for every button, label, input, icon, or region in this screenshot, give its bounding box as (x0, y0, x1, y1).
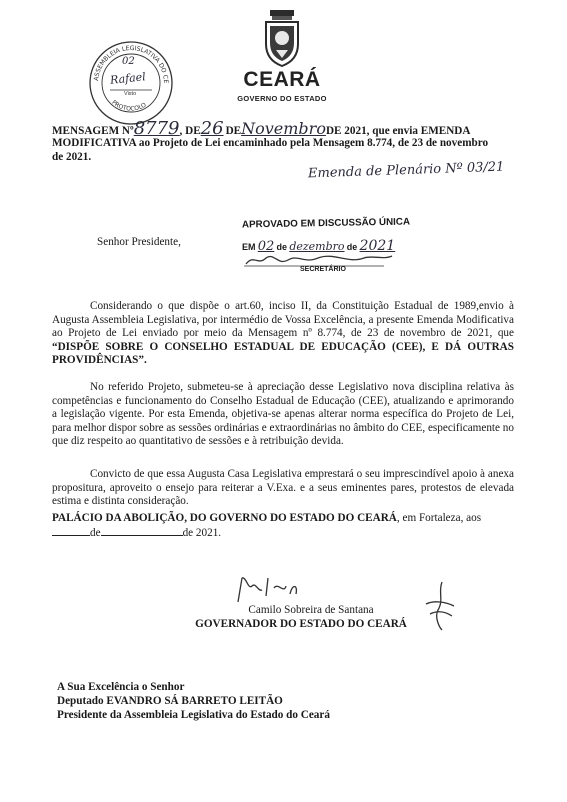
message-day: 26 (200, 118, 224, 139)
governor-name: Camilo Sobreira de Santana (248, 604, 374, 616)
message-line2: MODIFICATIVA ao Projeto de Lei encaminhado pela Mensagem 8.774, de 23 de novembro (52, 137, 489, 149)
salutation: Senhor Presidente, (97, 236, 181, 248)
stamp-visto-label: Visto (124, 91, 137, 97)
message-line3: de 2021. (52, 151, 92, 163)
palace-rest: , em Fortaleza, aos (396, 512, 482, 524)
approval-de2: de (346, 242, 358, 252)
approval-de1: de (276, 242, 288, 252)
protocol-stamp (88, 40, 174, 126)
initials-mark-icon (420, 580, 460, 632)
closing-line (52, 512, 522, 526)
stamp-number: 02 (122, 56, 135, 67)
closing-date-line (52, 527, 221, 539)
addressee-line3: Presidente da Assembleia Legislativa do Estado do Ceará (57, 709, 330, 721)
addressee-block (57, 680, 330, 722)
approval-month: dezembro (289, 240, 345, 253)
message-de-label-2: DE (225, 125, 242, 137)
closing-year: de 2021. (182, 527, 222, 539)
addressee-line2: Deputado EVANDRO SÁ BARRETO LEITÃO (57, 695, 283, 707)
paragraph-3: Convicto de que essa Augusta Casa Legislativa emprestará o seu imprescindível apoio à anexa propositura, aproveito o ensejo para reiterar a V.Exa. e a seus eminentes pares, protestos de elevada estima e distinta consideração. (52, 468, 514, 508)
state-name: CEARÁ (243, 68, 321, 91)
approval-stamp (242, 218, 422, 276)
paragraph-1-bold: “DISPÕE SOBRE O CONSELHO ESTADUAL DE EDUCAÇÃO (CEE), E DÁ OUTRAS PROVIDÊNCIAS”. (52, 340, 514, 367)
palace-name: PALÁCIO DA ABOLIÇÃO, DO GOVERNO DO ESTADO DO CEARÁ (52, 512, 397, 524)
approval-em-label: EM (242, 242, 256, 252)
stamp-bottom-text: PROTOCOLO (110, 99, 148, 113)
coat-of-arms-icon (262, 8, 302, 68)
paragraph-1 (52, 300, 514, 368)
paragraph-1-text: Considerando o que dispõe o art.60, inciso II, da Constituição Estadual de 1989,envio à Augusta Assembleia Legislativa, por intermédio de Vossa Excelência, a presente Emenda Modificativa ao Projeto de Lei enviado por meio da Mensagem nº 8.774, de 23 de novembro de 2021, que (52, 300, 514, 340)
closing-de: de (90, 527, 101, 539)
approval-title: APROVADO EM DISCUSSÃO ÚNICA (241, 216, 411, 231)
secretary-label: SECRETÁRIO (300, 266, 346, 273)
stamp-signature: Rafael (109, 70, 147, 87)
government-label: GOVERNO DO ESTADO (237, 94, 327, 103)
message-rest-line1: DE 2021, que envia EMENDA (325, 125, 471, 137)
governor-signature-icon (232, 572, 322, 606)
message-prefix: MENSAGEM Nº (52, 125, 134, 137)
message-header (52, 118, 522, 164)
governor-title: GOVERNADOR DO ESTADO DO CEARÁ (195, 618, 407, 630)
message-de-label: , DE (179, 125, 201, 137)
approval-day: 02 (257, 239, 275, 254)
handwritten-note: Emenda de Plenário Nº 03/21 (307, 159, 505, 182)
paragraph-2: No referido Projeto, submeteu-se à apreciação desse Legislativo nova disciplina relativa às competências e funcionamento do Conselho Estadual de Educação (CEE), atualizando e aprimorando a legislação vigente. Por esta Emenda, objetiva-se apenas alterar norma específica do Projeto de Lei, para melhor dispor sobre as sessões ordinárias e extraordinárias no âmbito do CEE, especificamente no que diz respeito ao quantitativo de sessões e à retribuição devida. (52, 381, 514, 448)
approval-year: 2021 (359, 238, 396, 254)
addressee-line1: A Sua Excelência o Senhor (57, 681, 185, 693)
message-month: Novembro (241, 119, 326, 138)
state-logo (236, 8, 328, 112)
message-number: 8779 (133, 118, 180, 139)
stamp-ring-text: ASSEMBLEIA LEGISLATIVA DO CE (93, 44, 170, 84)
